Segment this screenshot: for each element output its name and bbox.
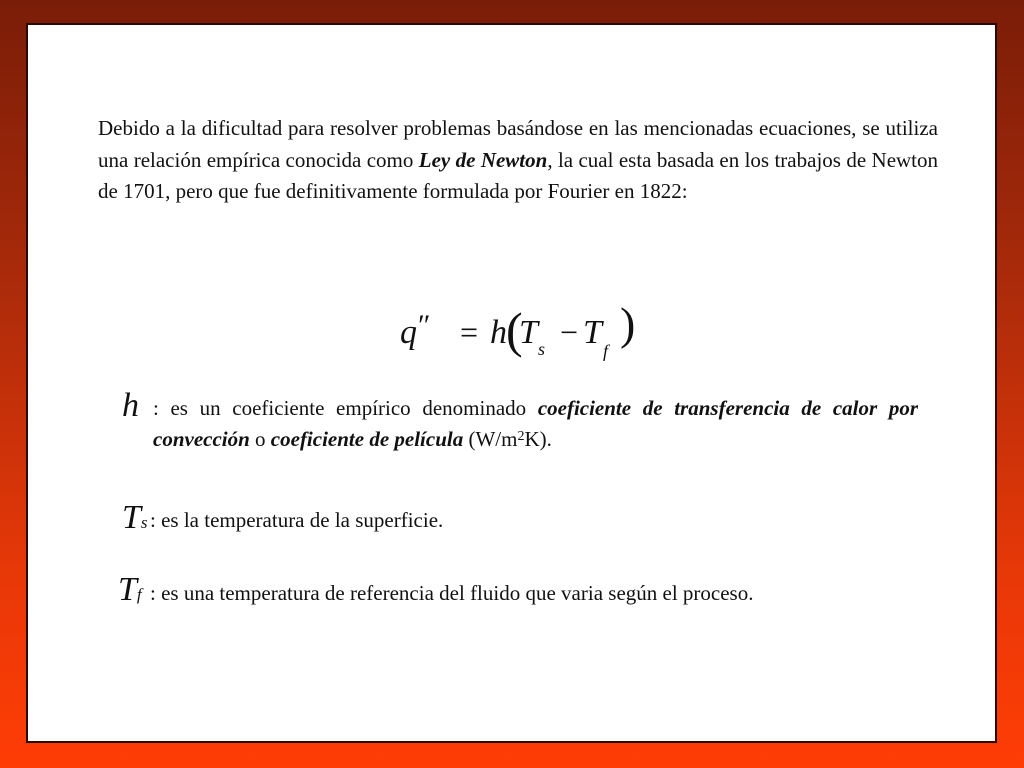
formula-right-paren: )	[620, 298, 636, 349]
intro-text-2: , la cual esta basada en los trabajos de Newton de 1701, pero que fue definitivamente formulada por Fourier en 1822:	[98, 147, 939, 203]
symbol-tf-sub: f	[136, 585, 142, 604]
formula-equals: =	[460, 314, 479, 350]
def-h-text4: K).	[524, 427, 552, 451]
ley-de-newton: Ley de Newton	[418, 147, 548, 172]
newton-law-formula	[398, 287, 668, 367]
symbol-tf	[118, 571, 142, 609]
formula-svg	[398, 287, 668, 367]
formula-sub-s: s	[538, 339, 546, 359]
formula-left-paren: (	[506, 302, 523, 358]
def-h-bold1: coeficiente de transferencia de calor por convección	[153, 396, 919, 451]
def-h-text2: o	[249, 427, 271, 451]
definition-tf: : es una temperatura de referencia del fluido que varia según el proceso.	[150, 581, 754, 605]
def-h-text3: (W/m	[463, 427, 518, 451]
symbol-h-letter: h	[122, 387, 139, 424]
definition-h	[153, 393, 918, 455]
symbol-ts-letter: T	[122, 499, 141, 536]
def-h-sup: 2	[517, 429, 525, 444]
symbol-ts	[122, 499, 148, 537]
def-h-bold2: coeficiente de película	[270, 427, 464, 451]
symbol-ts-sub: s	[140, 513, 148, 532]
slide	[26, 23, 997, 743]
formula-T-s: T	[519, 314, 538, 351]
formula-q: q	[400, 314, 417, 351]
formula-sub-f: f	[603, 341, 609, 361]
formula-minus: −	[560, 314, 579, 350]
formula-h: h	[490, 314, 507, 351]
formula-prime: ″	[418, 309, 431, 342]
definition-ts: : es la temperatura de la superficie.	[150, 508, 444, 532]
formula-T-f: T	[583, 314, 602, 351]
intro-paragraph	[98, 113, 938, 208]
symbol-tf-letter: T	[118, 571, 137, 608]
symbol-h	[122, 387, 139, 425]
intro-text-1: Debido a la dificultad para resolver problemas basándose en las mencionadas ecuaciones, se utiliza una relación empírica conocida como	[98, 116, 938, 172]
def-h-text1: : es un coeficiente empírico denominado	[153, 396, 538, 420]
